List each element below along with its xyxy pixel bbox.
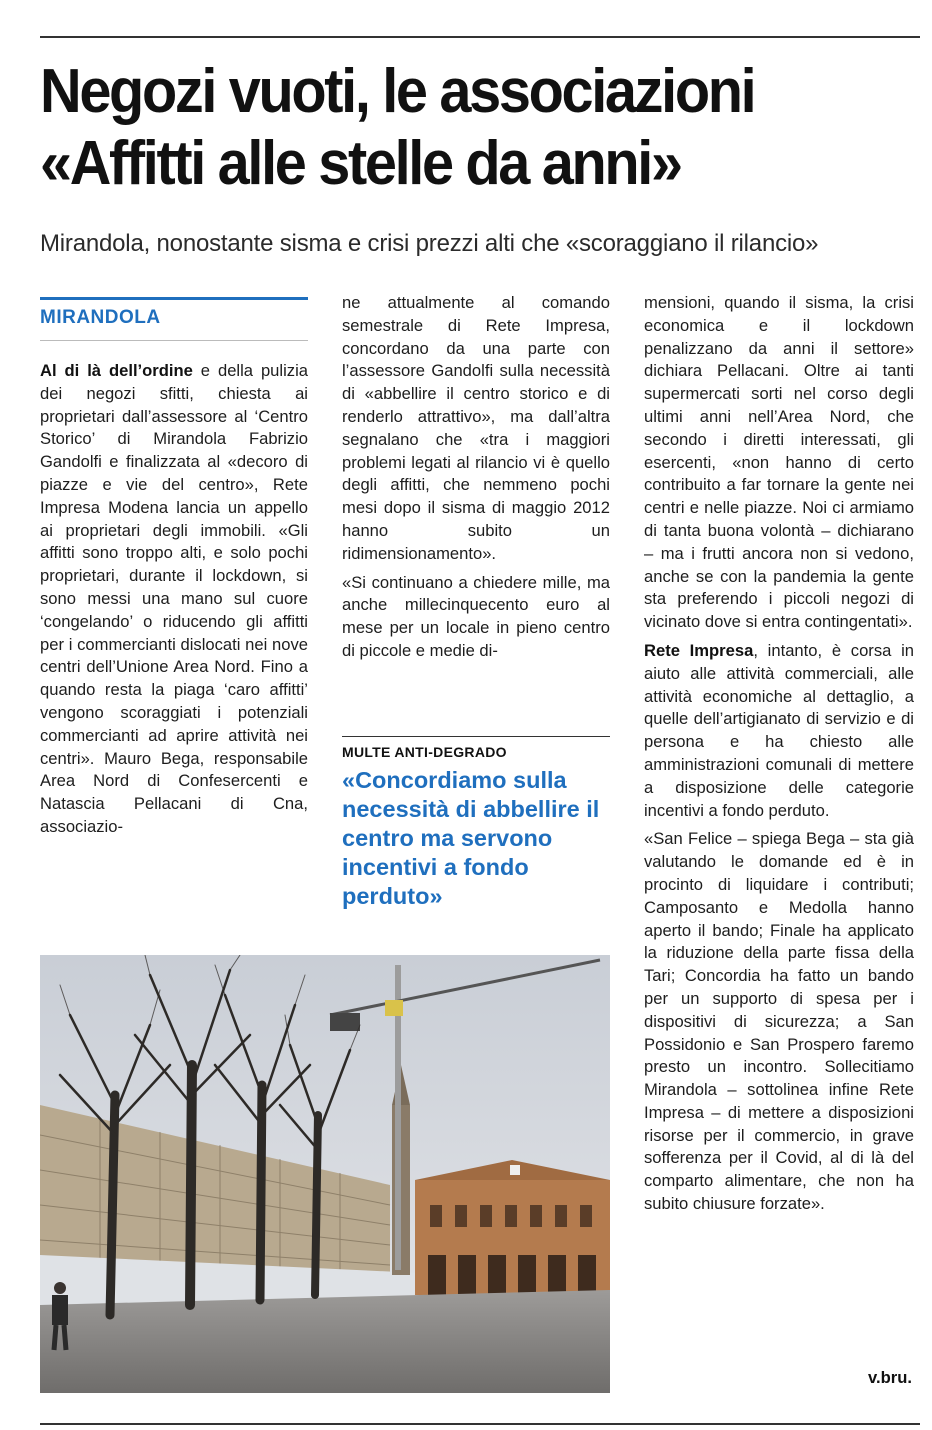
- pullquote-rule: [342, 736, 610, 737]
- section-bar: [40, 297, 308, 300]
- lead-in: Rete Impresa: [644, 640, 754, 660]
- paragraph: «Si continuano a chiedere mille, ma anche millecinquecento euro al mese per un locale in pieno centro di piccole e medie di-: [342, 572, 610, 660]
- piazza-photo-illustration: [40, 955, 610, 1393]
- paragraph: ne attualmente al comando semestrale di Rete Impresa, concordano da una parte con l’assessore Gandolfi sulla necessità di «abbellire il centro storico e di renderlo attrattivo», ma dall’altra segnalano che «tra i maggiori problemi legati al rilancio vi è quello degli affitti, che nemmeno pochi mesi dopo il sisma di maggio 2012 hanno subito un ridimensionamento».: [342, 293, 610, 563]
- column-3: [644, 292, 914, 1222]
- paragraph: [40, 360, 308, 839]
- body-text: , intanto, è corsa in aiuto alle attività commerciali, alle attività economiche al dettaglio, a quelle dell’artigianato di servizio e di persona e ha chiesto alle amministrazioni comunali di mettere a disposizione delle categorie incentivi a fondo perduto.: [644, 640, 914, 820]
- column-1: [40, 360, 308, 845]
- paragraph: mensioni, quando il sisma, la crisi economica e il lockdown penalizzano da anni il settore» dichiara Pellacani. Oltre ai tanti supermercati sorti nel corso degli ultimi anni nell’Area Nord, che secondo i diretti interessati, gli esercenti, «non hanno di certo contribuito a far tornare la gente nei centri e nelle piazze. Noi ci armiamo di tanta buona volontà – dichiarano – ma i frutti ancora non si vedono, anche se con la pandemia la gente sta preferendo i piccoli negozi di vicinato dove si entra contingentati».: [644, 293, 914, 632]
- pullquote-kicker: MULTE ANTI-DEGRADO: [342, 744, 507, 760]
- headline-line-2: «Affitti alle stelle da anni»: [40, 129, 681, 198]
- column-2: [342, 292, 610, 669]
- byline: v.bru.: [868, 1368, 912, 1387]
- bottom-rule: [40, 1423, 920, 1425]
- lead-in: Al di là dell’ordine: [40, 361, 193, 380]
- top-rule: [40, 36, 920, 38]
- article-photo: [40, 955, 610, 1393]
- headline-line-1: Negozi vuoti, le associazioni: [40, 57, 755, 126]
- paragraph: «San Felice – spiega Bega – sta già valutando le domande ed è in procinto di liquidare i contributi; Camposanto e Medolla hanno aperto il bando; Finale ha applicato la riduzione della parte fissa della Tari; Concordia ha fatto un bando per un supporto di spesa per i dispositivi di sicurezza; a San Possidonio e San Prospero faremo presto un incontro. Sollecitiamo Mirandola – sottolinea infine Rete Impresa – di mettere a disposizioni risorse per il commercio, in grave sofferenza per il Covid, al di là del comparto alimentare, che non ha subito chiusure forzate».: [644, 829, 914, 1214]
- section-rule: [40, 340, 308, 341]
- body-text: e della pulizia dei negozi sfitti, chiesta ai proprietari dall’assessore al ‘Centro Storico’ di Mirandola Fabrizio Gandolfi e finalizzata al «decoro di piazze e vie del centro», Rete Impresa Modena lancia un appello ai proprietari degli immobili. «Gli affitti sono troppo alti, e solo pochi proprietari, durante il lockdown, si sono messi una mano sul cuore ‘congelando’ o riducendo gli affitti per i commercianti dislocati nei nove centri dell’Unione Area Nord. Fino a quando resta la piaga ‘caro affitti’ vengono scoraggiati i potenziali commercianti ad aprire attività nei centri». Mauro Bega, responsabile Area Nord di Confesercenti e Natascia Pellacani di Cna, associazio-: [40, 361, 308, 836]
- section-label: MIRANDOLA: [40, 307, 161, 328]
- pullquote-text: «Concordiamo sulla necessità di abbellire il centro ma servono incentivi a fondo perduto»: [342, 767, 600, 909]
- subheadline: Mirandola, nonostante sisma e crisi prezzi alti che «scoraggiano il rilancio»: [40, 230, 819, 257]
- headline: [40, 56, 858, 200]
- paragraph: [644, 640, 914, 822]
